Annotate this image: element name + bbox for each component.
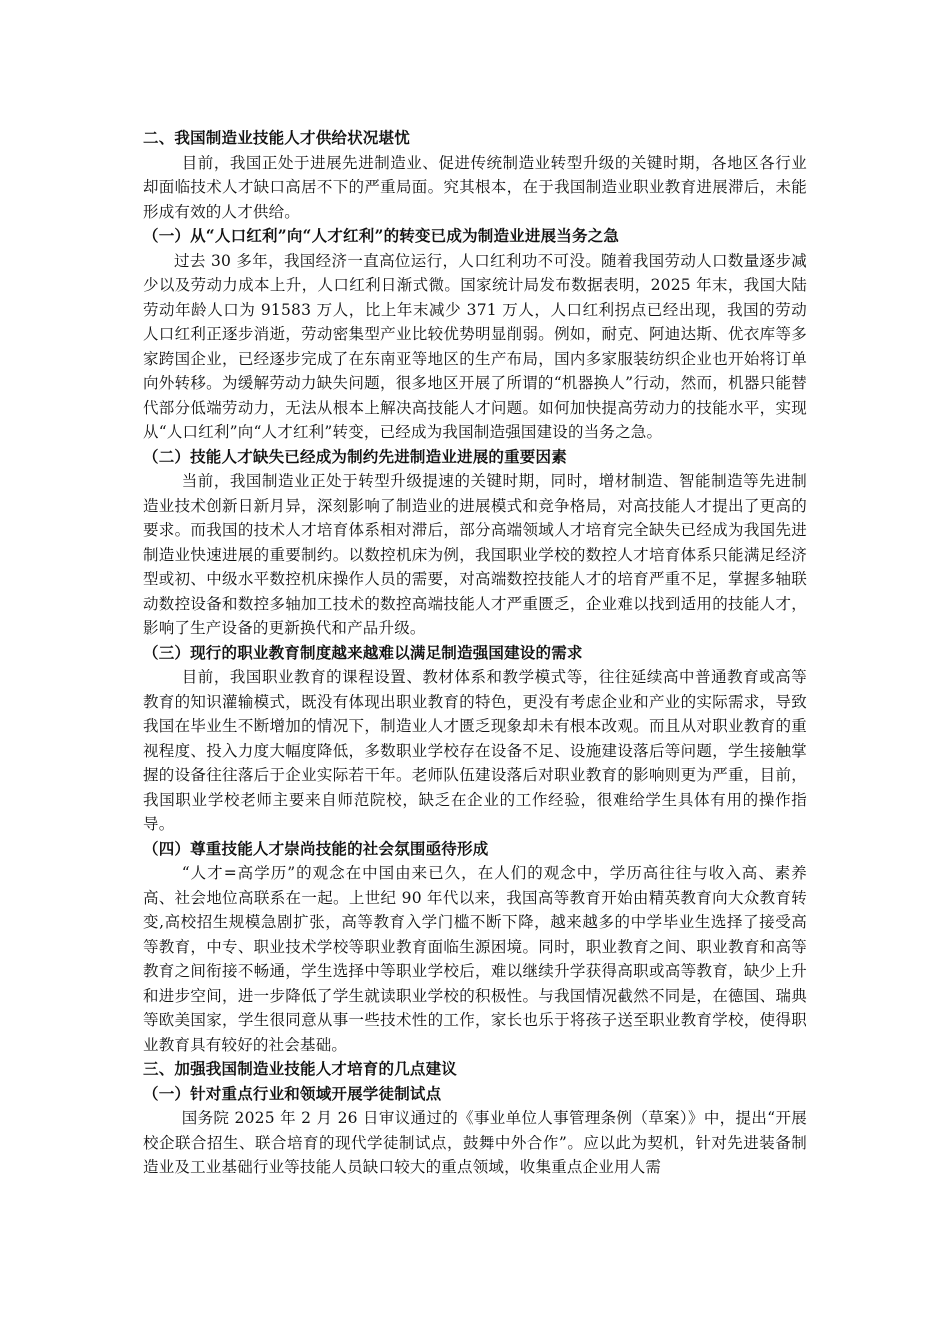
section-intro-paragraph: 目前，我国正处于进展先进制造业、促进传统制造业转型升级的关键时期，各地区各行业却面临技术人才缺口高居不下的严重局面。究其根本，在于我国制造业职业教育进展滞后，未能形成有效的人才供给。 [143,153,807,221]
body-paragraph: 过去 30 多年，我国经济一直高位运行，人口红利功不可没。随着我国劳动人口数量逐步减少以及劳动力成本上升，人口红利日渐式微。国家统计局发布数据表明，2025 年末，我国大陆劳动年龄人口为 91583 万人，比上年末减少 371 万人，人口红利拐点已经出现，我国的劳动人口红利正逐步消逝，劳动密集型产业比较优势明显削弱。例如，耐克、阿迪达斯、优衣库等多家跨国企业，已经逐步完成了在东南亚等地区的生产布局，国内多家服装纺织企业也开始将订单向外转移。为缓解劳动力缺失问题，很多地区开展了所谓的“机器换人”行动，然而，机器只能替代部分低端劳动力，无法从根本上解决高技能人才问题。如何加快提高劳动力的技能水平，实现从“人口红利”向“人才红利”转变，已经成为我国制造强国建设的当务之急。 [143,251,807,441]
body-paragraph: “人才=高学历”的观念在中国由来已久，在人们的观念中，学历高往往与收入高、素养高、社会地位高联系在一起。上世纪 90 年代以来，我国高等教育开始由精英教育向大众教育转变,高校招生规模急剧扩张，高等教育入学门槛不断下降，越来越多的中学毕业生选择了接受高等教育，中专、职业技术学校等职业教育面临生源困境。同时，职业教育之间、职业教育和高等教育之间衔接不畅通，学生选择中等职业学校后，难以继续升学获得高职或高等教育，缺少上升和进步空间，进一步降低了学生就读职业学校的积极性。与我国情况截然不同是，在德国、瑞典等欧美国家，学生很同意从事一些技术性的工作，家长也乐于将孩子送至职业教育学校，使得职业教育具有较好的社会基础。 [143,864,807,1054]
subsection-heading: （二）技能人才缺失已经成为制约先进制造业进展的重要因素 [143,446,567,466]
body-paragraph: 国务院 2025 年 2 月 26 日审议通过的《事业单位人事管理条例（草案）》中，提出“开展校企联合招生、联合培育的现代学徒制试点，鼓舞中外合作”。应以此为契机，针对先进装备制造业及工业基础行业等技能人员缺口较大的重点领域，收集重点企业用人需 [143,1109,807,1176]
subsection-heading: （三）现行的职业教育制度越来越难以满足制造强国建设的需求 [143,642,583,662]
subsection-heading: （一）针对重点行业和领域开展学徒制试点 [143,1083,442,1103]
section-heading: 三、加强我国制造业技能人才培育的几点建议 [143,1060,458,1078]
document-page [143,126,807,1180]
subsection-heading: （一）从“人口红利”向“人才红利”的转变已成为制造业进展当务之急 [143,226,620,245]
subsection-heading: （四）尊重技能人才崇尚技能的社会氛围亟待形成 [143,838,489,858]
body-paragraph: 当前，我国制造业正处于转型升级提速的关键时期，同时，增材制造、智能制造等先进制造业技术创新日新月异，深刻影响了制造业的进展模式和竞争格局，对高技能人才提出了更高的要求。而我国的技术人才培育体系相对滞后，部分高端领域人才培育完全缺失已经成为我国先进制造业快速进展的重要制约。以数控机床为例，我国职业学校的数控人才培育体系只能满足经济型或初、中级水平数控机床操作人员的需要，对高端数控技能人才的培育严重不足，掌握多轴联动数控设备和数控多轴加工技术的数控高端技能人才严重匮乏，企业难以找到适用的技能人才，影响了生产设备的更新换代和产品升级。 [143,472,807,637]
body-paragraph: 目前，我国职业教育的课程设置、教材体系和教学模式等，往往延续高中普通教育或高等教育的知识灌输模式，既没有体现出职业教育的特色，更没有考虑企业和产业的实际需求，导致我国在毕业生不断增加的情况下，制造业人才匮乏现象却未有根本改观。而且从对职业教育的重视程度、投入力度大幅度降低，多数职业学校存在设备不足、设施建设落后等问题，学生接触掌握的设备往往落后于企业实际若干年。老师队伍建设落后对职业教育的影响则更为严重，目前，我国职业学校老师主要来自师范院校，缺乏在企业的工作经验，很难给学生具体有用的操作指导。 [143,668,807,833]
section-heading: 二、我国制造业技能人才供给状况堪忧 [143,129,410,147]
